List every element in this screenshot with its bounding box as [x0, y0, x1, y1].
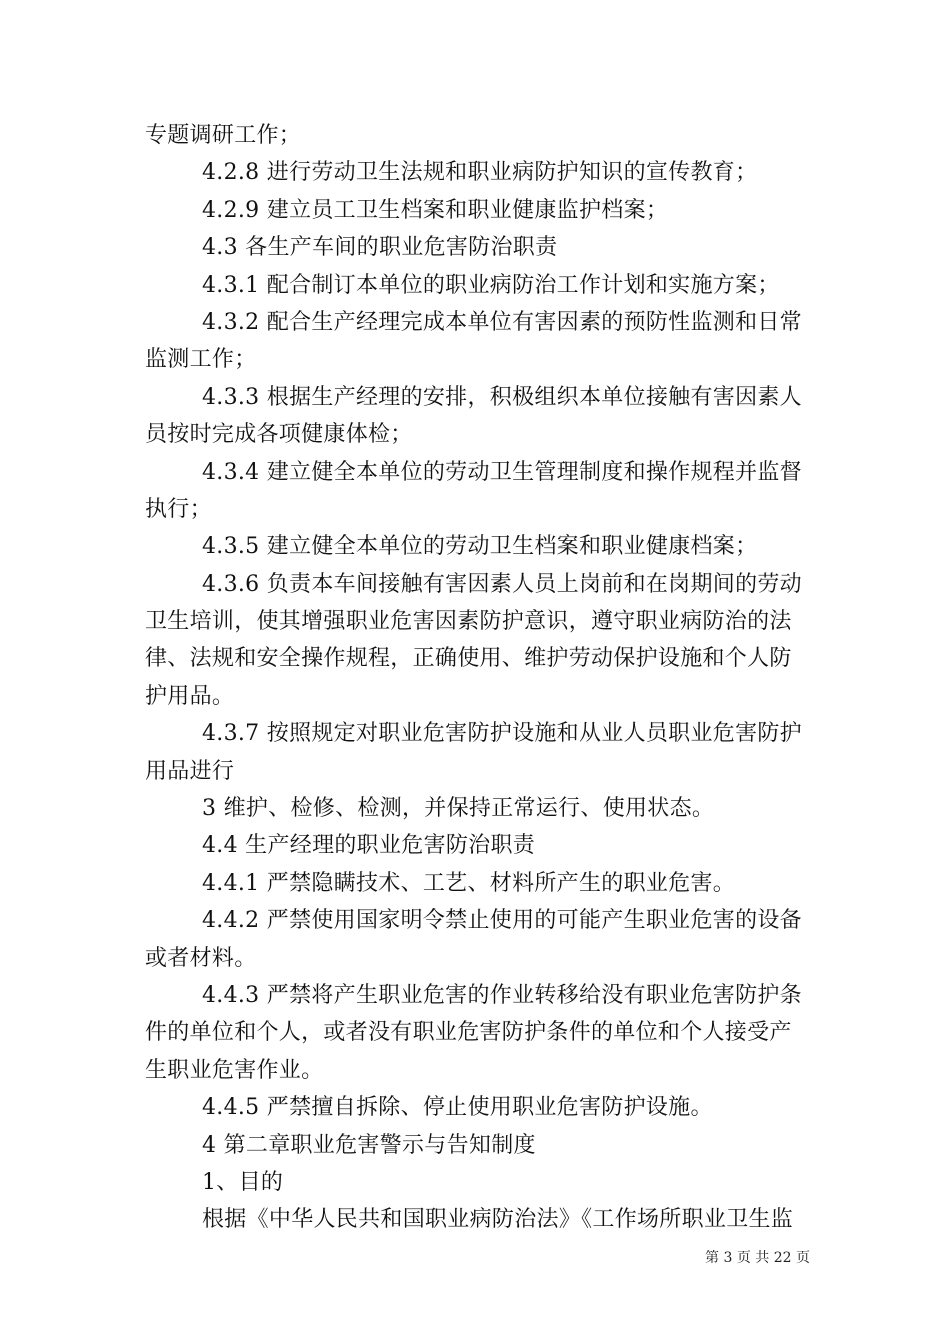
section-heading: 4.3 各生产车间的职业危害防治职责	[202, 235, 558, 261]
text-line: 4.4.3 严禁将产生职业危害的作业转移给没有职业危害防护条	[202, 982, 802, 1008]
text-line: 员按时完成各项健康体检；	[145, 422, 413, 448]
text-line: 卫生培训，使其增强职业危害因素防护意识，遵守职业病防治的法	[145, 609, 792, 635]
section-heading: 1、目的	[202, 1169, 284, 1195]
text-line: 4.4.5 严禁擅自拆除、停止使用职业危害防护设施。	[202, 1095, 713, 1121]
text-line: 监测工作；	[145, 347, 257, 373]
text-line: 专题调研工作；	[145, 123, 302, 148]
text-line: 4.3.2 配合生产经理完成本单位有害因素的预防性监测和日常	[202, 309, 802, 335]
text-line: 件的单位和个人，或者没有职业危害防护条件的单位和个人接受产	[145, 1020, 792, 1046]
section-heading: 4.4 生产经理的职业危害防治职责	[202, 833, 536, 859]
text-line: 护用品。	[145, 683, 235, 709]
text-line: 3 维护、检修、检测，并保持正常运行、使用状态。	[202, 796, 715, 822]
text-line: 4.3.4 建立健全本单位的劳动卫生管理制度和操作规程并监督	[202, 459, 802, 485]
text-line: 执行；	[145, 496, 212, 522]
text-line: 4.2.9 建立员工卫生档案和职业健康监护档案；	[202, 197, 669, 223]
text-line: 用品进行	[145, 758, 235, 784]
text-line: 4.3.5 建立健全本单位的劳动卫生档案和职业健康档案；	[202, 534, 758, 560]
page-number: 第 3 页 共 22 页	[705, 1250, 810, 1266]
text-line: 或者材料。	[145, 945, 257, 971]
chapter-heading: 4 第二章职业危害警示与告知制度	[202, 1132, 536, 1158]
text-line: 生职业危害作业。	[145, 1057, 324, 1083]
text-line: 4.4.1 严禁隐瞒技术、工艺、材料所产生的职业危害。	[202, 870, 736, 896]
text-line: 4.3.6 负责本车间接触有害因素人员上岗前和在岗期间的劳动	[202, 571, 802, 597]
text-line: 4.4.2 严禁使用国家明令禁止使用的可能产生职业危害的设备	[202, 908, 802, 934]
text-line: 4.2.8 进行劳动卫生法规和职业病防护知识的宣传教育；	[202, 160, 758, 186]
body-text	[145, 117, 815, 1239]
text-line: 4.3.1 配合制订本单位的职业病防治工作计划和实施方案；	[202, 272, 780, 298]
text-line: 4.3.3 根据生产经理的安排，积极组织本单位接触有害因素人	[202, 384, 802, 410]
text-line: 4.3.7 按照规定对职业危害防护设施和从业人员职业危害防护	[202, 721, 802, 747]
text-line: 根据《中华人民共和国职业病防治法》《工作场所职业卫生监	[202, 1207, 794, 1233]
text-line: 律、法规和安全操作规程，正确使用、维护劳动保护设施和个人防	[145, 646, 792, 672]
